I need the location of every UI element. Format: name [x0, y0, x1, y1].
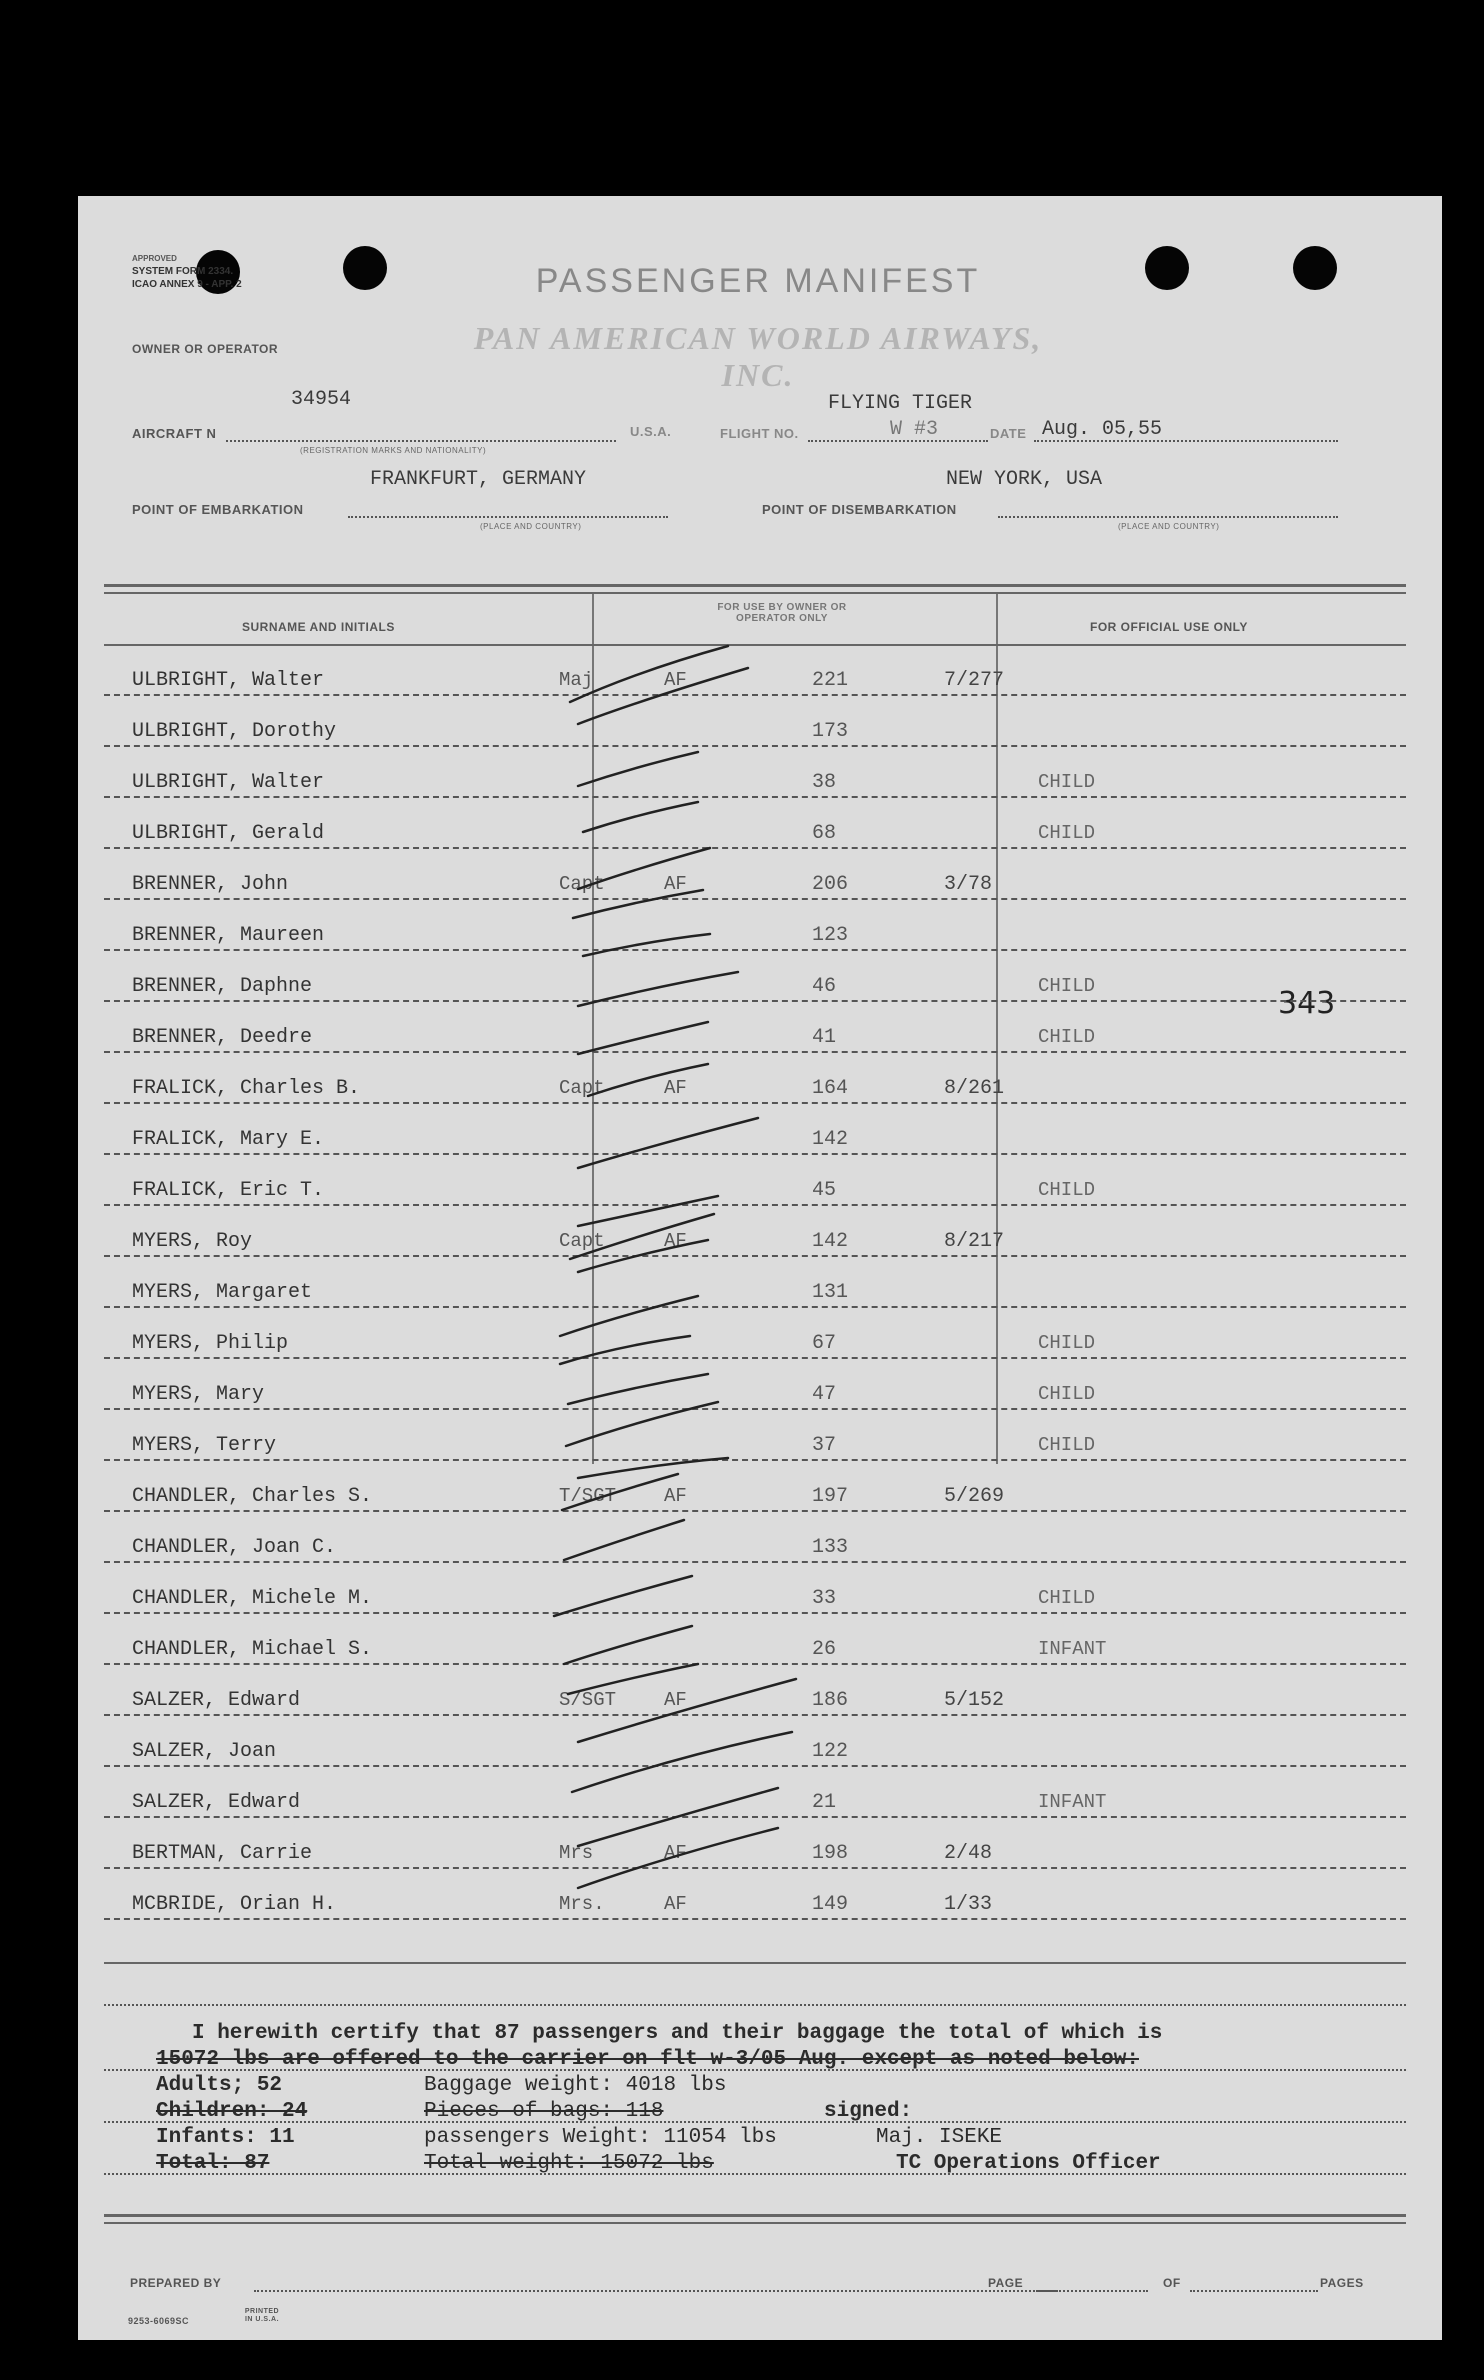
passenger-service: AF — [664, 1842, 687, 1864]
row-rule — [104, 1255, 1406, 1257]
passenger-rank: Capt — [559, 1230, 605, 1252]
col-owner-header: FOR USE BY OWNER OR OPERATOR ONLY — [717, 602, 847, 624]
passenger-name: FRALICK, Mary E. — [132, 1128, 325, 1151]
passenger-baggage: 3/78 — [944, 873, 993, 896]
passenger-weight: 221 — [812, 669, 849, 692]
registration-caption: (REGISTRATION MARKS AND NATIONALITY) — [300, 446, 487, 455]
form-number: 9253-6069SC — [128, 2316, 190, 2326]
passenger-official: INFANT — [1038, 1791, 1107, 1813]
passenger-weight: 33 — [812, 1587, 837, 1610]
passenger-row — [104, 1572, 1406, 1623]
passenger-official: CHILD — [1038, 771, 1096, 793]
passenger-row — [104, 1725, 1406, 1776]
passenger-row — [104, 756, 1406, 807]
passenger-service: AF — [664, 1230, 687, 1252]
passenger-service: AF — [664, 1689, 687, 1711]
row-rule — [104, 1102, 1406, 1104]
passenger-name: ULBRIGHT, Walter — [132, 669, 325, 692]
passenger-name: MYERS, Margaret — [132, 1281, 313, 1304]
row-rule — [104, 1459, 1406, 1461]
passenger-row — [104, 1419, 1406, 1470]
aircraft-number: 34954 — [291, 388, 352, 411]
passenger-rank: S/SGT — [559, 1689, 617, 1711]
of-underline — [1190, 2290, 1318, 2292]
row-rule — [104, 1153, 1406, 1155]
handwritten-number: 343 — [1278, 986, 1336, 1021]
passenger-service: AF — [664, 1893, 687, 1915]
prepared-by-label: PREPARED BY — [130, 2276, 222, 2290]
flight-number: W #3 — [890, 418, 939, 441]
passenger-name: SALZER, Edward — [132, 1791, 301, 1814]
passenger-row — [104, 1266, 1406, 1317]
passenger-name: SALZER, Joan — [132, 1740, 277, 1763]
passenger-weight: 47 — [812, 1383, 837, 1406]
passengers-weight: passengers Weight: 11054 lbs — [424, 2126, 777, 2149]
row-rule — [104, 1561, 1406, 1563]
passenger-weight: 68 — [812, 822, 837, 845]
col-surname-header: SURNAME AND INITIALS — [242, 620, 395, 634]
airline-name: PAN AMERICAN WORLD AIRWAYS, INC. — [473, 320, 1043, 393]
passenger-official: CHILD — [1038, 822, 1096, 844]
total-count: Total: 87 — [156, 2152, 270, 2175]
passenger-row — [104, 654, 1406, 705]
row-rule — [104, 1408, 1406, 1410]
passenger-weight: 67 — [812, 1332, 837, 1355]
flight-label: FLIGHT NO. — [720, 426, 799, 441]
date-underline — [1034, 440, 1338, 442]
passenger-weight: 45 — [812, 1179, 837, 1202]
row-rule — [104, 1306, 1406, 1308]
manifest-sheet — [78, 196, 1442, 2340]
embarkation-place: FRANKFURT, GERMANY — [370, 468, 587, 491]
passenger-row — [104, 1368, 1406, 1419]
passenger-baggage: 2/48 — [944, 1842, 993, 1865]
passenger-name: MCBRIDE, Orian H. — [132, 1893, 337, 1916]
passenger-row — [104, 807, 1406, 858]
row-rule — [104, 1765, 1406, 1767]
passenger-service: AF — [664, 873, 687, 895]
place-caption-right: (PLACE AND COUNTRY) — [1118, 522, 1220, 531]
footer-top-rule — [104, 2214, 1406, 2217]
header-underline — [104, 644, 1406, 646]
punch-hole — [1145, 246, 1189, 290]
passenger-name: MYERS, Roy — [132, 1230, 253, 1253]
passenger-weight: 37 — [812, 1434, 837, 1457]
passenger-weight: 123 — [812, 924, 849, 947]
passenger-weight: 122 — [812, 1740, 849, 1763]
passenger-row — [104, 1011, 1406, 1062]
row-rule — [104, 1204, 1406, 1206]
disembarkation-place: NEW YORK, USA — [946, 468, 1103, 491]
aircraft-underline — [226, 440, 616, 442]
cert-rule-2 — [104, 2121, 1406, 2123]
passenger-name: CHANDLER, Michael S. — [132, 1638, 373, 1661]
row-rule — [104, 1000, 1406, 1002]
row-rule — [104, 1714, 1406, 1716]
passenger-name: CHANDLER, Joan C. — [132, 1536, 337, 1559]
passenger-weight: 206 — [812, 873, 849, 896]
punch-hole — [1293, 246, 1337, 290]
passenger-name: CHANDLER, Charles S. — [132, 1485, 373, 1508]
table-bottom-dotted — [104, 2004, 1406, 2006]
prepared-by-underline — [254, 2290, 1058, 2292]
passenger-baggage: 1/33 — [944, 1893, 993, 1916]
owner-label: OWNER OR OPERATOR — [132, 342, 279, 356]
passenger-weight: 38 — [812, 771, 837, 794]
passenger-baggage: 5/269 — [944, 1485, 1005, 1508]
passenger-row — [104, 1164, 1406, 1215]
passenger-service: AF — [664, 1485, 687, 1507]
passenger-baggage: 5/152 — [944, 1689, 1005, 1712]
passenger-row — [104, 1113, 1406, 1164]
passenger-official: CHILD — [1038, 1332, 1096, 1354]
pages-label: PAGES — [1320, 2276, 1364, 2290]
passenger-weight: 186 — [812, 1689, 849, 1712]
passenger-weight: 142 — [812, 1230, 849, 1253]
signer-title: TC Operations Officer — [896, 2152, 1161, 2175]
row-rule — [104, 898, 1406, 900]
passenger-rank: T/SGT — [559, 1485, 617, 1507]
embarkation-label: POINT OF EMBARKATION — [132, 502, 304, 517]
passenger-weight: 149 — [812, 1893, 849, 1916]
passenger-rank: Mrs. — [559, 1893, 605, 1915]
passenger-weight: 133 — [812, 1536, 849, 1559]
form-title: PASSENGER MANIFEST — [535, 262, 981, 300]
passenger-name: MYERS, Mary — [132, 1383, 265, 1406]
flight-underline — [808, 440, 988, 442]
row-rule — [104, 1612, 1406, 1614]
table-top-rule — [104, 584, 1406, 587]
row-rule — [104, 949, 1406, 951]
passenger-row — [104, 1215, 1406, 1266]
passenger-rank: Capt — [559, 873, 605, 895]
passenger-name: MYERS, Philip — [132, 1332, 289, 1355]
signer-name: Maj. ISEKE — [876, 2126, 1003, 2149]
passenger-rank: Capt — [559, 1077, 605, 1099]
passenger-weight: 197 — [812, 1485, 849, 1508]
footer-top-rule-2 — [104, 2222, 1406, 2224]
passenger-weight: 46 — [812, 975, 837, 998]
row-rule — [104, 745, 1406, 747]
passenger-baggage: 8/217 — [944, 1230, 1005, 1253]
passenger-baggage: 7/277 — [944, 669, 1005, 692]
passenger-name: FRALICK, Charles B. — [132, 1077, 361, 1100]
passenger-official: CHILD — [1038, 975, 1096, 997]
page-underline — [1036, 2290, 1148, 2292]
passenger-name: BRENNER, Daphne — [132, 975, 313, 998]
infants-count: Infants: 11 — [156, 2126, 295, 2149]
row-rule — [104, 694, 1406, 696]
passenger-service: AF — [664, 669, 687, 691]
passenger-rank: Mrs — [559, 1842, 594, 1864]
passenger-row — [104, 1521, 1406, 1572]
approval-line-2: SYSTEM FORM 2334. — [132, 266, 234, 277]
place-caption-left: (PLACE AND COUNTRY) — [480, 522, 582, 531]
approval-line-3: ICAO ANNEX 9 - APP. 2 — [132, 279, 242, 290]
passenger-name: ULBRIGHT, Gerald — [132, 822, 325, 845]
passenger-baggage: 8/261 — [944, 1077, 1005, 1100]
passenger-row — [104, 1062, 1406, 1113]
passenger-official: CHILD — [1038, 1179, 1096, 1201]
passenger-rank: Maj — [559, 669, 594, 691]
passenger-name: MYERS, Terry — [132, 1434, 277, 1457]
total-weight: Total weight: 15072 lbs — [424, 2152, 714, 2175]
row-rule — [104, 847, 1406, 849]
passenger-name: ULBRIGHT, Walter — [132, 771, 325, 794]
passenger-row — [104, 1317, 1406, 1368]
passenger-name: ULBRIGHT, Dorothy — [132, 720, 337, 743]
passenger-weight: 41 — [812, 1026, 837, 1049]
page-label: PAGE — [988, 2276, 1024, 2290]
passenger-name: SALZER, Edward — [132, 1689, 301, 1712]
certification-line-2: 15072 lbs are offered to the carrier on flt w-3/05 Aug. except as noted below: — [156, 2048, 1139, 2071]
passenger-official: CHILD — [1038, 1026, 1096, 1048]
disembarkation-underline — [998, 516, 1338, 518]
passenger-row — [104, 1470, 1406, 1521]
usa-label: U.S.A. — [630, 424, 672, 439]
of-label: OF — [1163, 2276, 1181, 2290]
table-top-rule-2 — [104, 592, 1406, 594]
col-official-header: FOR OFFICIAL USE ONLY — [1090, 620, 1248, 634]
passenger-weight: 198 — [812, 1842, 849, 1865]
signed-label: signed: — [824, 2100, 913, 2123]
passenger-official: INFANT — [1038, 1638, 1107, 1660]
passenger-weight: 21 — [812, 1791, 837, 1814]
pieces-of-bags: Pieces of bags: 118 — [424, 2100, 664, 2123]
approval-line-1: APPROVED — [132, 254, 177, 263]
aircraft-label: AIRCRAFT N — [132, 426, 217, 441]
passenger-name: BRENNER, Maureen — [132, 924, 325, 947]
passenger-service: AF — [664, 1077, 687, 1099]
passenger-weight: 164 — [812, 1077, 849, 1100]
passenger-weight: 131 — [812, 1281, 849, 1304]
passenger-name: FRALICK, Eric T. — [132, 1179, 325, 1202]
disembarkation-label: POINT OF DISEMBARKATION — [762, 502, 957, 517]
baggage-weight: Baggage weight: 4018 lbs — [424, 2074, 727, 2097]
passenger-weight: 142 — [812, 1128, 849, 1151]
flying-tiger-text: FLYING TIGER — [828, 392, 973, 415]
passenger-official: CHILD — [1038, 1434, 1096, 1456]
passenger-name: BERTMAN, Carrie — [132, 1842, 313, 1865]
row-rule — [104, 796, 1406, 798]
row-rule — [104, 1867, 1406, 1869]
passenger-name: BRENNER, John — [132, 873, 289, 896]
passenger-weight: 26 — [812, 1638, 837, 1661]
punch-hole — [343, 246, 387, 290]
passenger-row — [104, 1878, 1406, 1929]
passenger-name: CHANDLER, Michele M. — [132, 1587, 373, 1610]
row-rule — [104, 1816, 1406, 1818]
passenger-row — [104, 705, 1406, 756]
embarkation-underline — [348, 516, 668, 518]
cert-rule-3 — [104, 2173, 1406, 2175]
row-rule — [104, 1663, 1406, 1665]
row-rule — [104, 1051, 1406, 1053]
printed-stamp: PRINTED IN U.S.A. — [244, 2308, 280, 2323]
children-count: Children: 24 — [156, 2100, 308, 2123]
adults-count: Adults; 52 — [156, 2074, 283, 2097]
date-label: DATE — [990, 426, 1027, 441]
passenger-official: CHILD — [1038, 1587, 1096, 1609]
row-rule — [104, 1510, 1406, 1512]
flight-date: Aug. 05,55 — [1042, 418, 1163, 441]
row-rule — [104, 1357, 1406, 1359]
passenger-row — [104, 960, 1406, 1011]
row-rule — [104, 1918, 1406, 1920]
table-bottom-rule — [104, 1962, 1406, 1964]
passenger-name: BRENNER, Deedre — [132, 1026, 313, 1049]
passenger-row — [104, 1674, 1406, 1725]
cert-rule-1 — [104, 2069, 1406, 2071]
passenger-weight: 173 — [812, 720, 849, 743]
certification-line-1: I herewith certify that 87 passengers and their baggage the total of which is — [192, 2022, 1163, 2045]
passenger-official: CHILD — [1038, 1383, 1096, 1405]
passenger-row — [104, 1623, 1406, 1674]
passenger-row — [104, 858, 1406, 909]
passenger-row — [104, 909, 1406, 960]
passenger-row — [104, 1776, 1406, 1827]
passenger-row — [104, 1827, 1406, 1878]
